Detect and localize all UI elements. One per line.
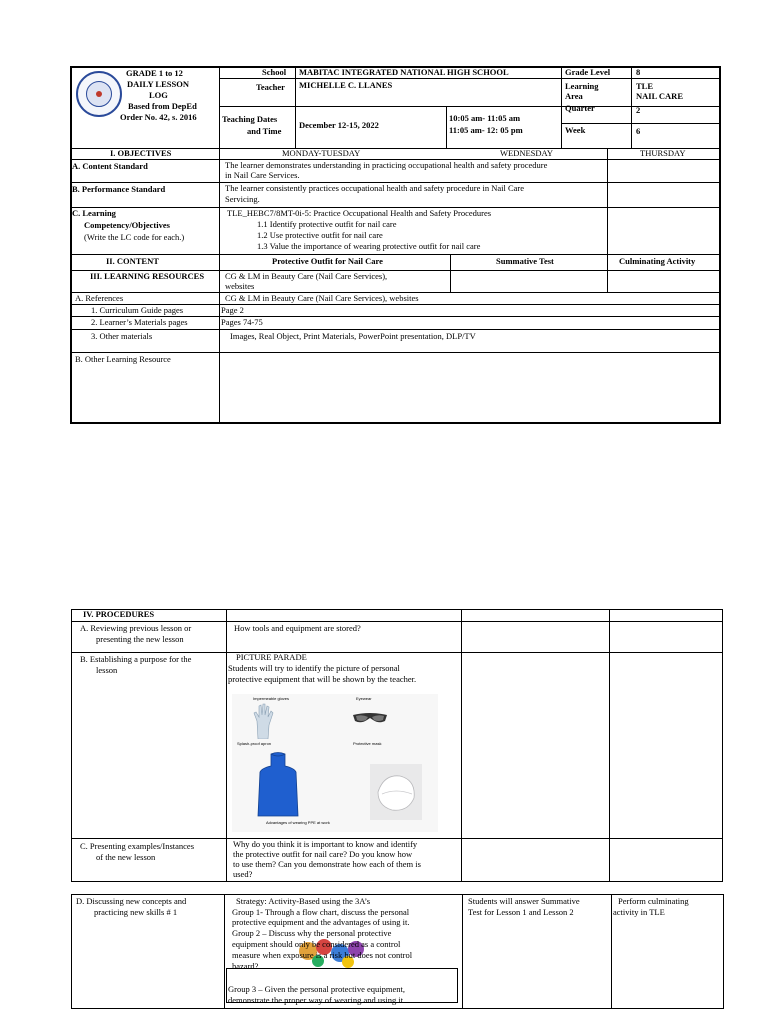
ppe-caption-apron: Splash-proof apron [237, 741, 272, 746]
ppe-caption-gloves: Impermeable gloves [253, 696, 290, 701]
teacher-value: MICHELLE C. LLANES [299, 80, 393, 90]
mask-icon [370, 764, 422, 820]
content-wednesday: Summative Test [496, 256, 554, 266]
apron-icon [256, 752, 300, 818]
deped-order-line-2: Order No. 42, s. 2016 [120, 112, 197, 122]
quarter-label: Quarter [565, 103, 595, 113]
curriculum-guide-label: 1. Curriculum Guide pages [91, 305, 184, 315]
teaching-dates-value: December 12-15, 2022 [299, 120, 379, 130]
teaching-dates-label-1: Teaching Dates [222, 114, 278, 124]
other-learning-resource-label: B. Other Learning Resource [75, 354, 171, 364]
curriculum-guide-value: Page 2 [221, 305, 244, 315]
learning-area-value-1: TLE [636, 81, 654, 91]
time-slot-2: 11:05 am- 12: 05 pm [449, 125, 523, 135]
grade-level-value: 8 [636, 67, 641, 77]
thursday-culminating-line-1: Perform culminating [618, 896, 689, 906]
procedure-c-line-1: Why do you think it is important to know and identify [233, 839, 418, 849]
col-thursday: THURSDAY [640, 148, 686, 158]
procedure-b-label-2: lesson [96, 665, 118, 675]
quarter-value: 2 [636, 105, 641, 115]
grade-level-label: Grade Level [565, 67, 611, 77]
school-value: MABITAC INTEGRATED NATIONAL HIGH SCHOOL [299, 67, 509, 77]
competency-label-2: Competency/Objectives [84, 220, 170, 230]
procedure-a-label-1: A. Reviewing previous lesson or [80, 623, 192, 633]
competency-code: TLE_HEBC7/8MT-0i-5: Practice Occupational Health and Safety Procedures [227, 208, 492, 218]
learners-materials-label: 2. Learner’s Materials pages [91, 317, 188, 327]
procedure-c-label-1: C. Presenting examples/Instances [80, 841, 195, 851]
procedure-d-line-3: protective equipment and the advantages of using it. [232, 917, 410, 927]
procedure-d-line-4: Group 2 – Discuss why the personal protective [232, 928, 392, 938]
learning-resources-line-2: websites [225, 281, 255, 291]
ppe-caption-eyewear: Eyewear [356, 696, 372, 701]
col-wednesday: WEDNESDAY [500, 148, 554, 158]
picture-parade-title: PICTURE PARADE [236, 652, 307, 662]
content-heading: II. CONTENT [106, 256, 159, 266]
wednesday-summative-line-1: Students will answer Summative [468, 896, 580, 906]
procedure-d-line-2: Group 1- Through a flow chart, discuss the personal [232, 907, 410, 917]
learning-area-label-1: Learning [565, 81, 599, 91]
title-line-1: GRADE 1 to 12 [126, 68, 183, 78]
learning-area-label-2: Area [565, 91, 583, 101]
procedure-c-line-2: the protective outfit for nail care? Do you know how [233, 849, 413, 859]
content-thursday: Culminating Activity [619, 256, 696, 266]
content-monday-tuesday: Protective Outfit for Nail Care [272, 256, 383, 266]
references-label: A. References [75, 293, 124, 303]
procedure-d-line-7: hazard? [232, 961, 259, 971]
ppe-advantages-caption: Advantages of wearing PPE at work [266, 820, 330, 825]
procedure-c-label-2: of the new lesson [96, 852, 156, 862]
procedure-d-line-6: measure when exposure is a risk but does not control [232, 950, 413, 960]
week-label: Week [565, 125, 586, 135]
procedure-b-label-1: B. Establishing a purpose for the [80, 654, 192, 664]
performance-standard-label: B. Performance Standard [72, 184, 166, 194]
col-monday-tuesday: MONDAY-TUESDAY [282, 148, 361, 158]
procedure-c-line-3: to use them? Can you demonstrate how each of them is [233, 859, 421, 869]
eyewear-icon [352, 711, 388, 725]
ppe-caption-mask: Protective mask [353, 741, 382, 746]
procedure-c-line-4: used? [233, 869, 253, 879]
gloves-icon [252, 703, 274, 739]
picture-parade-line-1: Students will try to identify the picture of personal [228, 663, 400, 673]
performance-standard-line-1: The learner consistently practices occupational health and safety procedure in Nail Care [225, 183, 525, 193]
procedure-a-value: How tools and equipment are stored? [234, 623, 361, 633]
references-value: CG & LM in Beauty Care (Nail Care Services), websites [225, 293, 419, 303]
learning-area-value-2: NAIL CARE [636, 91, 683, 101]
competency-item-1: 1.1 Identify protective outfit for nail care [257, 219, 397, 229]
other-materials-value: Images, Real Object, Print Materials, PowerPoint presentation, DLP/TV [230, 331, 476, 341]
learning-resources-heading: III. LEARNING RESOURCES [90, 271, 205, 281]
teaching-dates-label-2: and Time [247, 126, 282, 136]
performance-standard-line-2: Servicing. [225, 194, 260, 204]
content-standard-line-2: in Nail Care Services. [225, 170, 300, 180]
learners-materials-value: Pages 74-75 [221, 317, 263, 327]
procedure-d-line-9: demonstrate the proper way of wearing and using it. [228, 995, 406, 1005]
title-line-2: DAILY LESSON [127, 79, 189, 89]
deped-seal-logo [76, 71, 122, 117]
procedure-d-line-5: equipment should only be considered as a control [232, 939, 401, 949]
procedures-heading: IV. PROCEDURES [83, 609, 155, 619]
picture-parade-line-2: protective equipment that will be shown by the teacher. [228, 674, 417, 684]
other-materials-label: 3. Other materials [91, 331, 153, 341]
procedure-d-line-8: Group 3 – Given the personal protective equipment, [228, 984, 406, 994]
procedure-d-label-2: practicing new skills # 1 [94, 907, 178, 917]
deped-order-line-1: Based from DepEd [128, 101, 197, 111]
objectives-heading: I. OBJECTIVES [110, 148, 172, 158]
learning-resources-line-1: CG & LM in Beauty Care (Nail Care Services), [225, 271, 388, 281]
school-label: School [262, 67, 287, 77]
wednesday-summative-line-2: Test for Lesson 1 and Lesson 2 [468, 907, 574, 917]
time-slot-1: 10:05 am- 11:05 am [449, 113, 521, 123]
week-value: 6 [636, 126, 641, 136]
teacher-label: Teacher [256, 82, 285, 92]
thursday-culminating-line-2: activity in TLE [613, 907, 665, 917]
procedure-a-label-2: presenting the new lesson [96, 634, 184, 644]
content-standard-label: A. Content Standard [72, 161, 148, 171]
competency-item-3: 1.3 Value the importance of wearing protective outfit for nail care [257, 241, 481, 251]
procedure-d-label-1: D. Discussing new concepts and [76, 896, 187, 906]
competency-label-3: (Write the LC code for each.) [84, 232, 185, 242]
procedure-d-line-1: Strategy: Activity-Based using the 3A’s [236, 896, 371, 906]
title-line-3: LOG [149, 90, 168, 100]
competency-item-2: 1.2 Use protective outfit for nail care [257, 230, 383, 240]
competency-label-1: C. Learning [72, 208, 116, 218]
content-standard-line-1: The learner demonstrates understanding in practicing occupational health and safety procedure [225, 160, 548, 170]
